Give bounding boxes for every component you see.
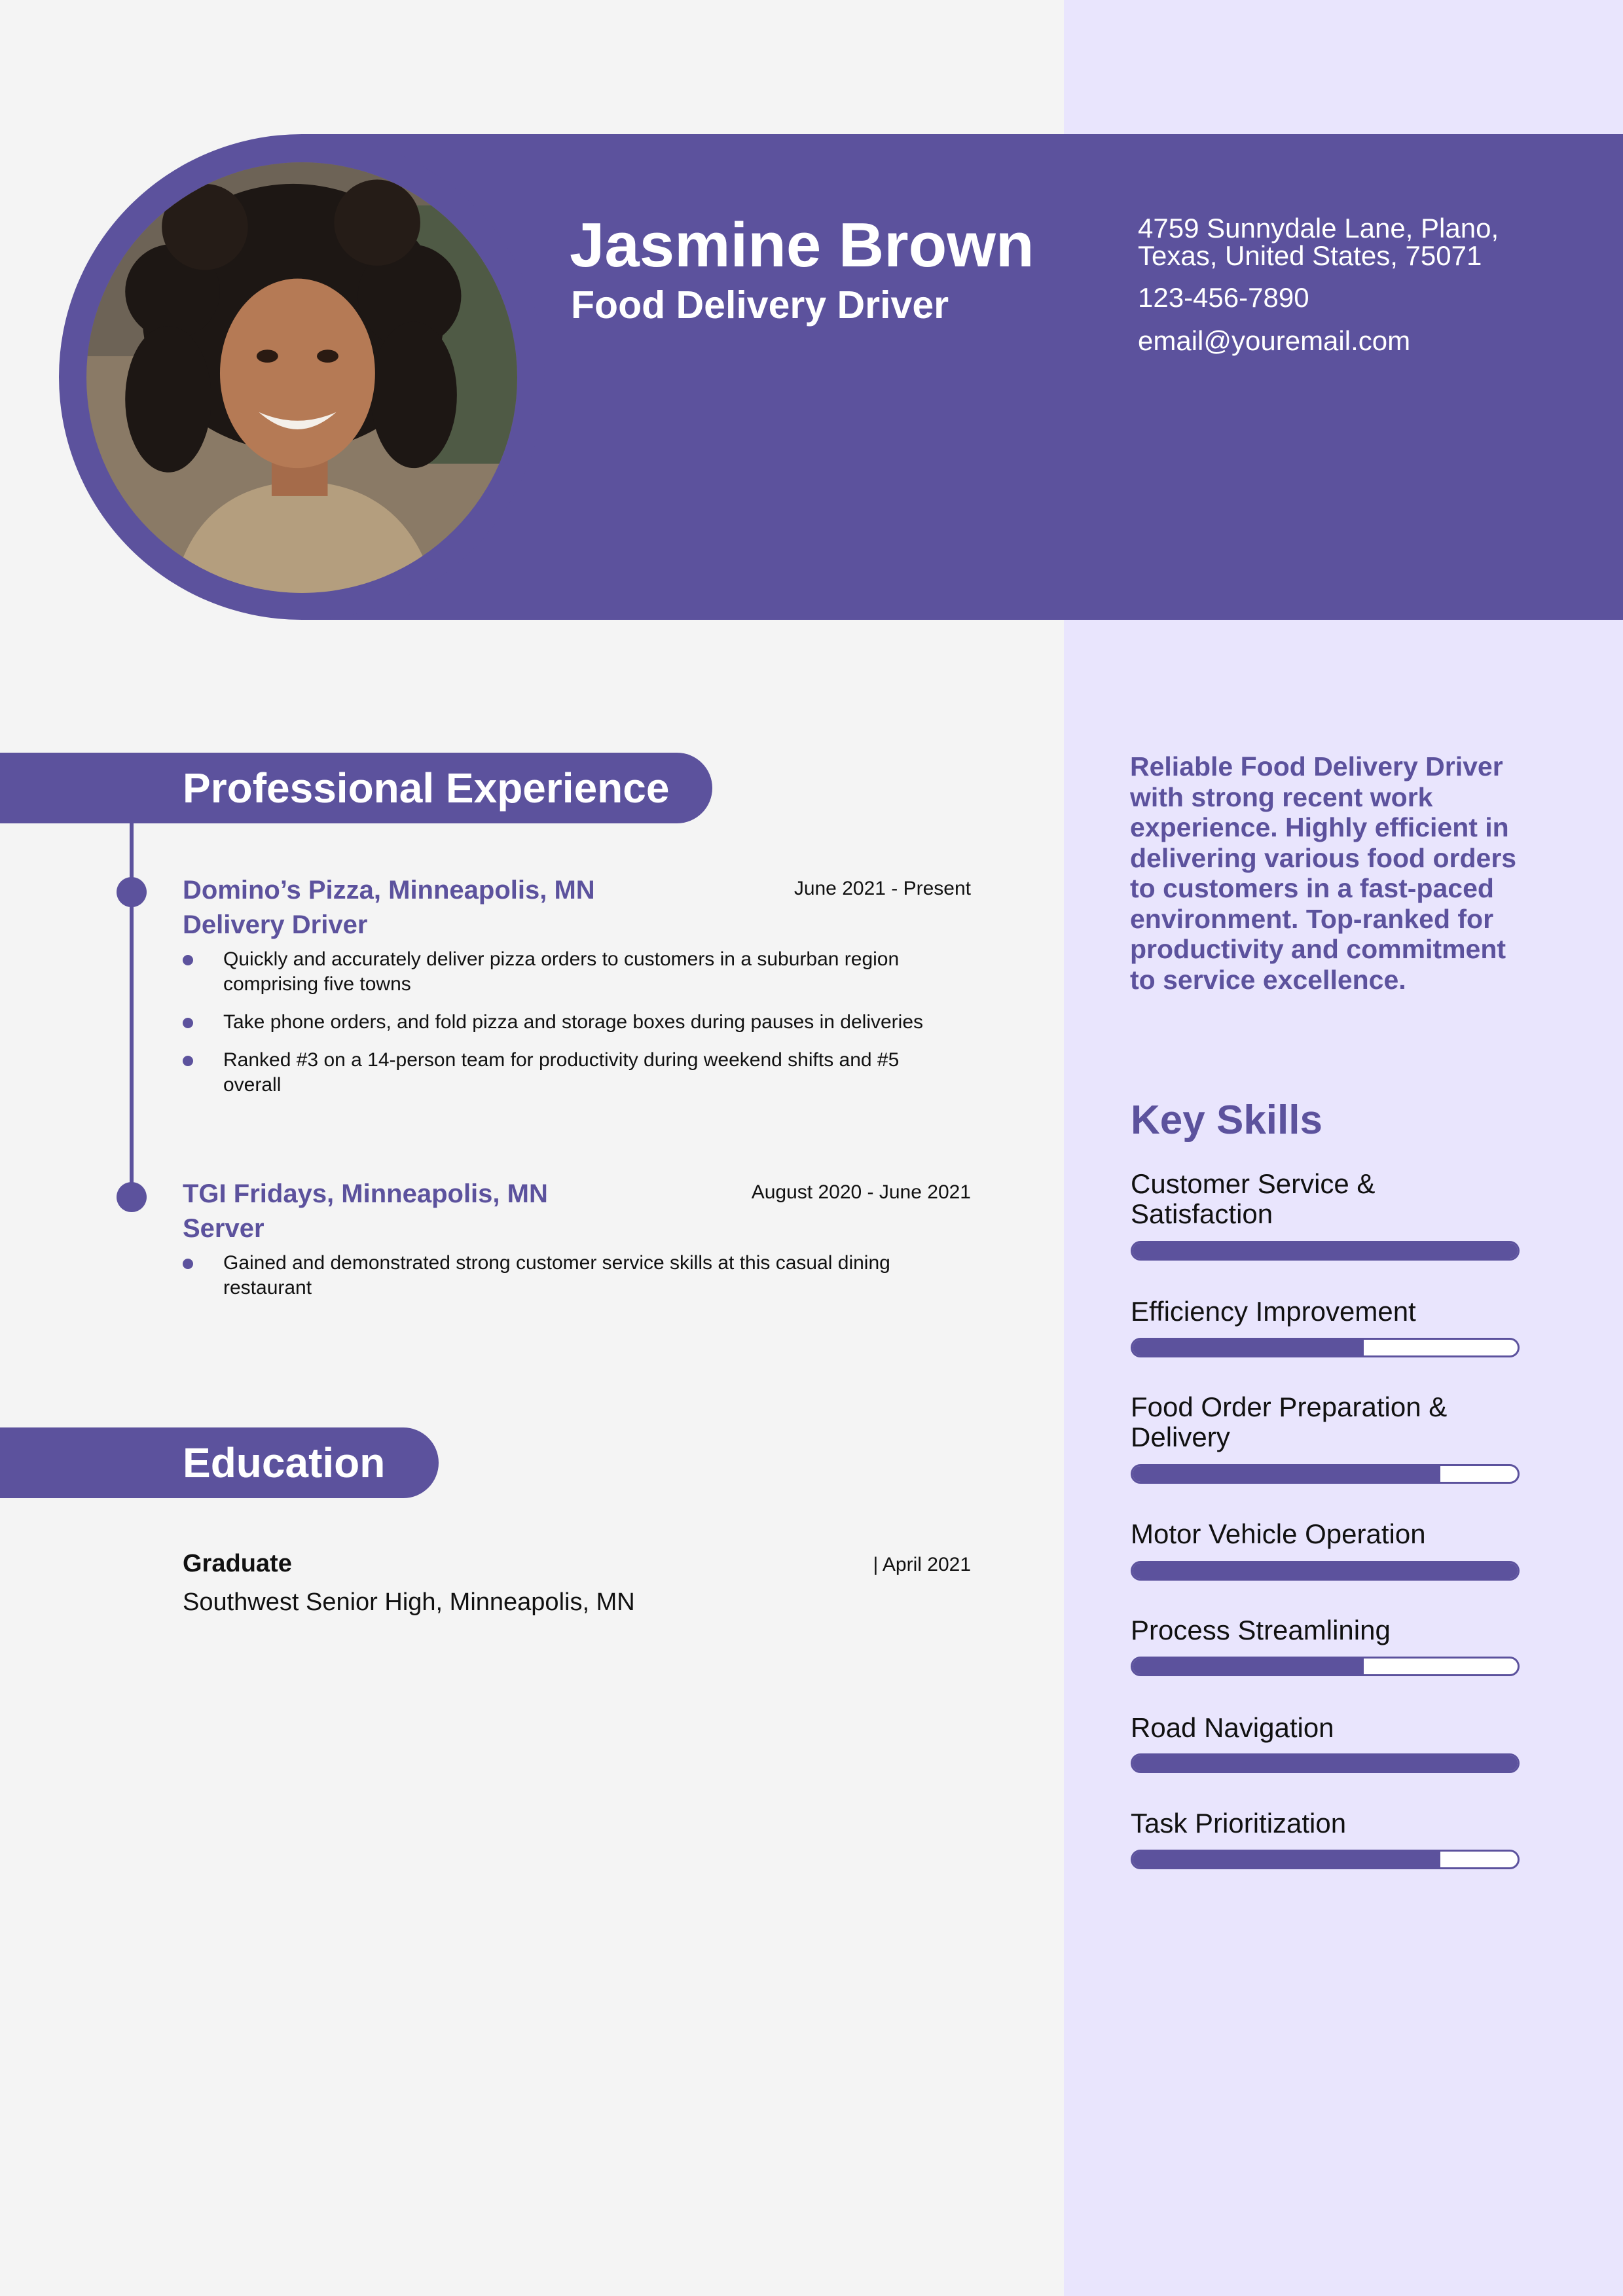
skill-name: Process Streamlining — [1131, 1615, 1391, 1645]
timeline-dot — [117, 877, 147, 907]
skill-level-bar — [1131, 1657, 1520, 1676]
skill-name: Customer Service & Satisfaction — [1131, 1168, 1376, 1229]
skill-level-fill — [1133, 1466, 1440, 1482]
candidate-title: Food Delivery Driver — [571, 283, 949, 327]
skill-name: Motor Vehicle Operation — [1131, 1518, 1426, 1549]
skill-level-fill — [1133, 1563, 1518, 1579]
skill-level-fill — [1133, 1659, 1364, 1674]
job-dates: June 2021 - Present — [793, 878, 971, 899]
skill-level-bar — [1131, 1561, 1520, 1581]
skill-level-bar — [1131, 1464, 1520, 1484]
list-item: Take phone orders, and fold pizza and storage boxes during pauses in deliveries — [183, 1010, 968, 1035]
profile-summary: Reliable Food Delivery Driver with strong recent work experience. Highly efficient in delivering various food orders to customers in a fast-paced environment. Top-ranked for productivity and commitment to service excellence. — [1130, 751, 1517, 995]
contact-phone: 123-456-7890 — [1138, 282, 1309, 313]
job-bullets — [183, 947, 968, 1111]
job-company: Domino’s Pizza, Minneapolis, MN — [183, 876, 595, 905]
education-school: Southwest Senior High, Minneapolis, MN — [183, 1588, 635, 1616]
skill-name: Food Order Preparation & Delivery — [1131, 1391, 1448, 1452]
job-role: Delivery Driver — [183, 910, 368, 939]
skill-level-bar — [1131, 1753, 1520, 1773]
list-item: Gained and demonstrated strong customer service skills at this casual dining restaurant — [183, 1251, 950, 1300]
skill-level-fill — [1133, 1340, 1364, 1355]
job-dates: August 2020 - June 2021 — [751, 1181, 971, 1203]
education-degree: Graduate — [183, 1550, 292, 1577]
skill-level-bar — [1131, 1338, 1520, 1357]
contact-address: 4759 Sunnydale Lane, Plano, Texas, United States, 75071 — [1138, 213, 1499, 271]
skill-name: Efficiency Improvement — [1131, 1296, 1416, 1327]
job-role: Server — [183, 1214, 264, 1243]
list-item: Ranked #3 on a 14-person team for productivity during weekend shifts and #5 overall — [183, 1048, 950, 1098]
skill-level-fill — [1133, 1755, 1518, 1771]
job-company: TGI Fridays, Minneapolis, MN — [183, 1179, 548, 1208]
skill-level-fill — [1133, 1243, 1518, 1259]
timeline-dot — [117, 1182, 147, 1212]
skills-heading: Key Skills — [1131, 1098, 1322, 1143]
skill-name: Task Prioritization — [1131, 1808, 1347, 1839]
skill-level-bar — [1131, 1241, 1520, 1261]
skill-name: Road Navigation — [1131, 1712, 1334, 1743]
job-bullets — [183, 1251, 968, 1314]
profile-photo — [86, 162, 517, 593]
list-item: Quickly and accurately deliver pizza orders to customers in a suburban region comprising five towns — [183, 947, 950, 997]
candidate-name: Jasmine Brown — [570, 210, 1034, 280]
skill-level-bar — [1131, 1850, 1520, 1869]
education-date: | April 2021 — [873, 1554, 971, 1575]
education-heading: Education — [0, 1427, 439, 1498]
contact-email: email@youremail.com — [1138, 325, 1411, 356]
profile-photo-illustration — [86, 162, 517, 593]
experience-heading: Professional Experience — [0, 753, 712, 823]
skill-level-fill — [1133, 1852, 1440, 1867]
